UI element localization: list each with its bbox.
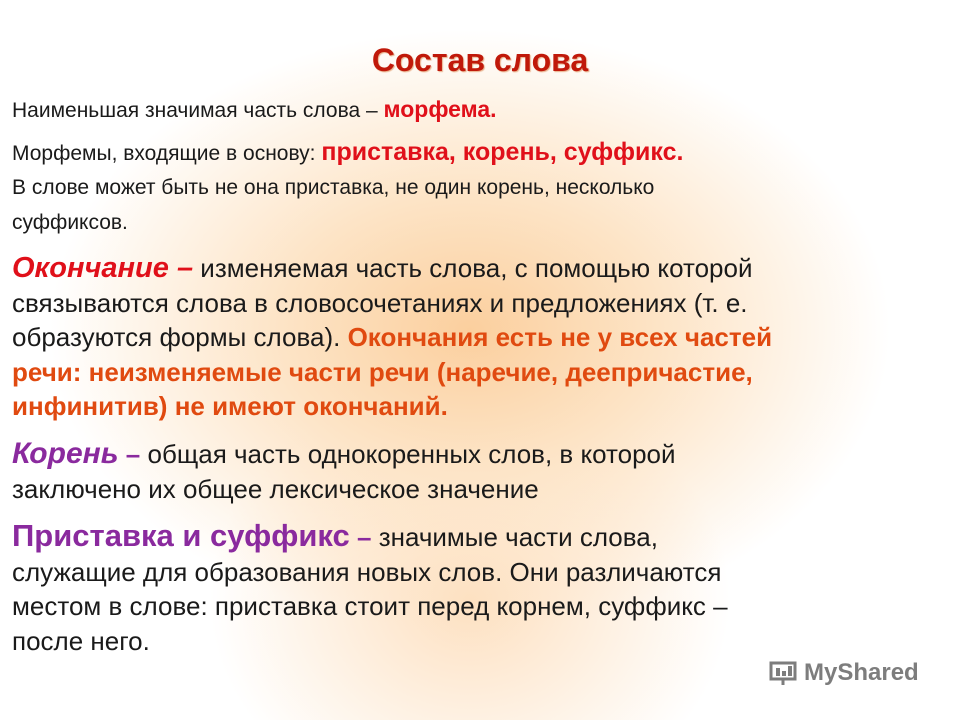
stem-morphemes-list: приставка, корень, суффикс.: [321, 138, 684, 166]
root-paragraph: [12, 437, 952, 506]
ending-line-2: связываются слова в словосочетаниях и предложениях (т. е.: [12, 287, 748, 318]
affix-dash: –: [349, 522, 379, 552]
morpheme-definition-text: Наименьшая значимая часть слова –: [12, 99, 384, 122]
affix-line-4: после него.: [12, 625, 150, 656]
root-term: Корень: [12, 437, 119, 470]
watermark-logo: [768, 659, 919, 687]
stem-morphemes-text: Морфемы, входящие в основу:: [12, 142, 322, 165]
note-line-1: В слове может быть не она приставка, не один корень, несколько: [12, 176, 655, 199]
ending-line-3a: образуются формы слова).: [12, 322, 348, 352]
affix-line-1: значимые части слова,: [378, 522, 658, 552]
root-line-1: общая часть однокоренных слов, в которой: [147, 439, 676, 469]
root-line-2: заключено их общее лексическое значение: [12, 473, 539, 504]
ending-line-4: речи: неизменяемые части речи (наречие, деепричастие,: [12, 356, 753, 387]
ending-paragraph: [12, 251, 952, 424]
affix-line-2: служащие для образования новых слов. Они различаются: [12, 556, 722, 587]
ending-line-5: инфинитив) не имеют окончаний.: [12, 391, 448, 421]
slide-title: Состав слова: [371, 42, 589, 78]
ending-term: Окончание –: [12, 252, 194, 284]
morpheme-term: морфема.: [383, 96, 497, 122]
stem-morphemes: [12, 138, 683, 167]
affix-paragraph: [12, 519, 952, 658]
presentation-icon: [768, 660, 798, 686]
affix-line-3: местом в слове: приставка стоит перед корнем, суффикс –: [12, 591, 728, 621]
watermark-text: MyShared: [804, 659, 919, 686]
note-line-2: суффиксов.: [12, 211, 128, 234]
ending-line-1: изменяемая часть слова, с помощью которой: [193, 253, 753, 283]
root-dash: –: [118, 439, 148, 469]
morpheme-definition: [12, 96, 497, 123]
affix-term: Приставка и суффикс: [12, 518, 350, 553]
ending-line-3b: Окончания есть не у всех частей: [347, 322, 773, 352]
